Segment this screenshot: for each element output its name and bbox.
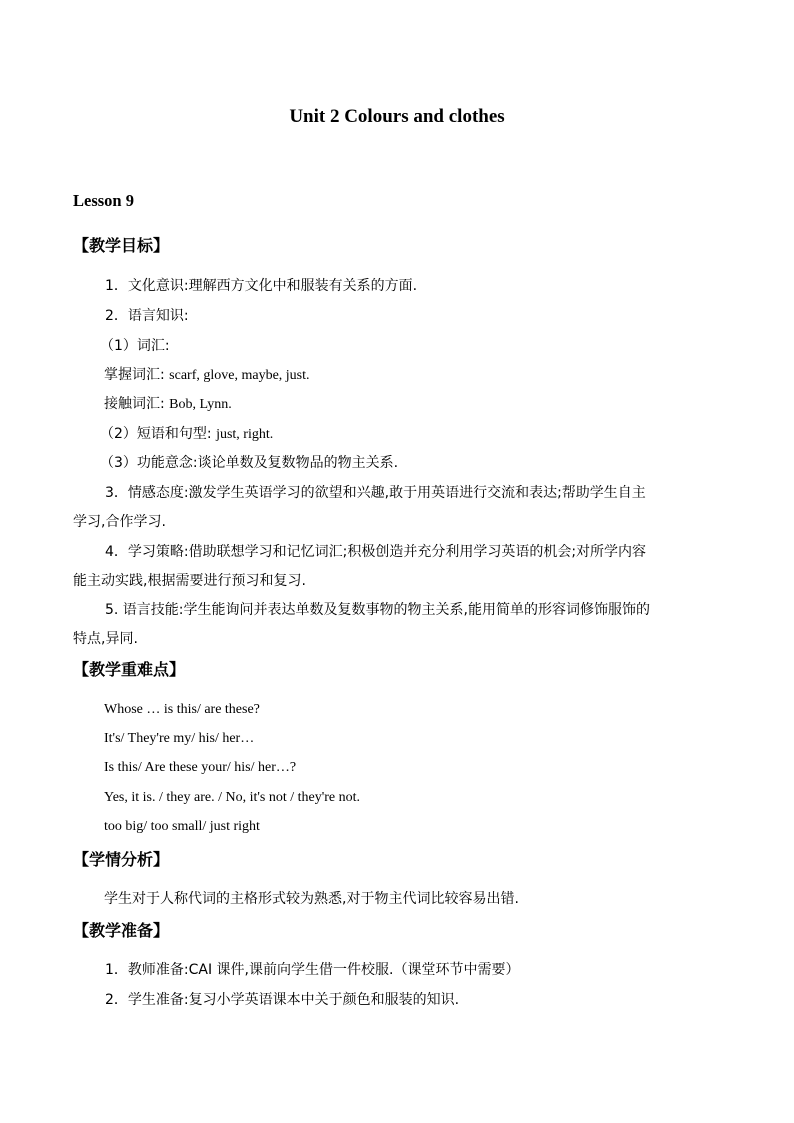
objective-item-5-line-2: 特点,异同. bbox=[73, 631, 138, 647]
lesson-heading: Lesson 9 bbox=[73, 191, 134, 210]
contact-vocab-line bbox=[104, 393, 232, 413]
objective-item-2: 2．语言知识: bbox=[105, 308, 189, 324]
document-title: Unit 2 Colours and clothes bbox=[289, 106, 505, 127]
section-objectives-heading: 【教学目标】 bbox=[73, 236, 170, 255]
phrases-line bbox=[100, 423, 273, 443]
analysis-text: 学生对于人称代词的主格形式较为熟悉,对于物主代词比较容易出错. bbox=[104, 891, 519, 907]
key-point-line: Is this/ Are these your/ his/ her…? bbox=[104, 760, 297, 775]
objective-item-4-line-2: 能主动实践,根据需要进行预习和复习. bbox=[73, 573, 306, 589]
master-vocab-words: scarf, glove, maybe, just. bbox=[169, 368, 310, 383]
key-point-line: Yes, it is. / they are. / No, it's not / they're not. bbox=[104, 790, 360, 805]
objective-item-1: 1．文化意识:理解西方文化中和服装有关系的方面. bbox=[105, 278, 418, 294]
objective-item-5-line-1: 5. 语言技能:学生能询问并表达单数及复数事物的物主关系,能用简单的形容词修饰服饰的 bbox=[105, 602, 650, 618]
function-line: （3）功能意念:谈论单数及复数物品的物主关系. bbox=[100, 455, 399, 471]
phrases-label: （2）短语和句型: bbox=[100, 426, 217, 442]
phrases-words: just, right. bbox=[216, 427, 274, 442]
key-point-line: too big/ too small/ just right bbox=[104, 819, 260, 834]
contact-vocab-words: Bob, Lynn. bbox=[169, 397, 232, 412]
objective-item-3-line-2: 学习,合作学习. bbox=[73, 514, 166, 530]
section-key-points-heading: 【教学重难点】 bbox=[73, 660, 186, 679]
preparation-item-1: 1．教师准备:CAI 课件,课前向学生借一件校服.（课堂环节中需要） bbox=[105, 962, 520, 978]
preparation-item-2: 2．学生准备:复习小学英语课本中关于颜色和服装的知识. bbox=[105, 992, 460, 1008]
vocab-heading: （1）词汇: bbox=[100, 338, 170, 354]
master-vocab-line bbox=[104, 364, 310, 384]
key-point-line: Whose … is this/ are these? bbox=[104, 702, 260, 717]
contact-vocab-label: 接触词汇: bbox=[104, 396, 170, 412]
objective-item-4-line-1: 4．学习策略:借助联想学习和记忆词汇;积极创造并充分利用学习英语的机会;对所学内容 bbox=[105, 544, 647, 560]
key-point-line: It's/ They're my/ his/ her… bbox=[104, 731, 255, 746]
master-vocab-label: 掌握词汇: bbox=[104, 367, 170, 383]
section-preparation-heading: 【教学准备】 bbox=[73, 921, 170, 940]
objective-item-3-line-1: 3．情感态度:激发学生英语学习的欲望和兴趣,敢于用英语进行交流和表达;帮助学生自主 bbox=[105, 485, 646, 501]
section-analysis-heading: 【学情分析】 bbox=[73, 850, 170, 869]
